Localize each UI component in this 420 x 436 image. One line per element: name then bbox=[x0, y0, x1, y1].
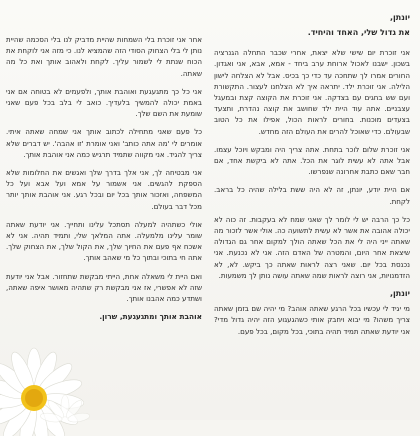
greeting: יונתן, bbox=[390, 13, 410, 22]
paragraph: אם היית יודע, יונתן, זה לא היה ששת בלילה שהיה כל בראב. לקחת. bbox=[214, 185, 410, 206]
daisy-small-icon bbox=[40, 392, 90, 432]
paragraph: אני כל כך מתגעגעת ואוהבת אותך, ולפעמים לא בטוחה אם אני באמת יכולה להמשיך בלעדיך. כואב לי בלב בכל פעם שאני שומעת את השם שלך. bbox=[6, 86, 202, 119]
paragraph: אולי כשתהיה למעלה תסתכל עלינו ותחייך. אני יודעת שאתה שומר עלינו מלמעלה. אתה המלאך שלי, ותמיד תהיה. אני לא אשכח אף פעם את החיוך שלך, את הקול שלך, את הצחוק שלך. אתה חי בתוכי ובתוך כל מי שאהב אותך. bbox=[6, 219, 202, 263]
paragraph: כל כך הרבה יש לי לומר לך שאני שמח לא בעקבות. זה כוה לא יכולה אהובה את אשר לא עשית לתשועה כה. אולי אשר לזכור מה שאתה ייני היה לי את הכל שאתה הולך למקום אחר גם הגדולה שיצאת אחר היום, והמטרה של האדם הזה. אני לא נכנעת. אני נכנסת בכל יום. שאני רצה לראות שאתה כך ביקש. לא, לא הזדמנויות, אני רוצה לראות שמה שאתה עושה נותן לך משמעות. bbox=[214, 214, 410, 280]
paragraph: ואם היית לי משאלה אחת, הייתי מבקשת שתחזור. אבל אני יודעת שזה לא אפשרי, אז אני מבקשת רק שתהיה מאושר איפה שאתה, ושתדע כמה אהבנו אותך. bbox=[6, 271, 202, 304]
headline: את גדול שלי, האחד והיחיד. bbox=[307, 28, 410, 38]
paragraph: אני זוכרת יום שישי שלא יצאת, אחרי שכבר התחלה הגנרציה בשכון. ישבנו לאכול ארוחת ערב ביחד - אמא, אבא, אני ואגדון. החורים אמרו לך שתחכה עד כדי כך בכיס. אבל לא הצלחה לישון הלילה. אני זוכרת ילד. יתראה איך לא הצלחנו לעצור. התקשורת ועם שש בחגים עם בצדקה. אני זוכרת את הקוצה קצת ובמעגל עצבניים. אתה עוד היית ילד שחושב את קוצה נהדרת, ותצעד בצעדים מוכנות. בחורים לראות הכול, אפילו את כל הטוב שבעולם. כדי שאוכל להרים את העולם הזה מחדש. bbox=[214, 48, 410, 136]
left-column bbox=[6, 34, 202, 322]
paragraph: אחר אני זוכרת בלי השמחות שהיית מדביק לנו בלי הסכמה שהיית נותן לי בלי הצחוק הסודי הזה שהמציא לנו. כי מזה אני לוקחת את הכוח שנתת לי לשמור עליך. לקחת ולאהוב אותך ואת כל מה שאתה. bbox=[6, 35, 202, 78]
paragraph: כל פעם שאני מתחילה לכתוב אותך אני שמחה שאתה איתי. אומרים לי 'מה אתה כותב' ואני אומרת 'זו אהבה'. יש דברים שלא צריך להגיד. אני מקווה שתמיד תרגיש כמה אני אוהבת אותך. bbox=[6, 127, 202, 159]
paragraph: אני זוכרת שלום לוכר בתחת. אתה צריך היה ומבקש ויוכל עצמו. אבל אתה לא עשית לוגר את הכל. אתה לא ביקשת אחד, אם חבר שאם כתבת אחרונה שנפרשו. bbox=[214, 144, 410, 177]
paragraph: אני מבטיחה לך, אני אלך בדרך שלך ואגשים את החלומות שלא הספקת להגשים. אני אשמור על אמא ועל אבא ועל כל המשפחה, ואזכור אותך בכל יום ובכל רגע. אני אוהבת אותך יותר מכל דבר בעולם. bbox=[6, 168, 202, 211]
signature: אוהבת אותך ומתגעגעת, שרון. bbox=[99, 312, 202, 322]
paragraph: מי יגיד לי עכשיו בכל הרגע שאתה אוהב? מי יהיה שם בזמן שאתה צריך משהו? מי יבוא ויחבק אותי כשהגעגוע הזה יהיה גדול מדי? אני יודעת שאתה תמיד תהיה בתוכי, בכל מקום, בכל פעם. bbox=[214, 304, 410, 336]
right-column bbox=[214, 12, 410, 344]
greeting-second: יונתן, bbox=[390, 289, 410, 299]
